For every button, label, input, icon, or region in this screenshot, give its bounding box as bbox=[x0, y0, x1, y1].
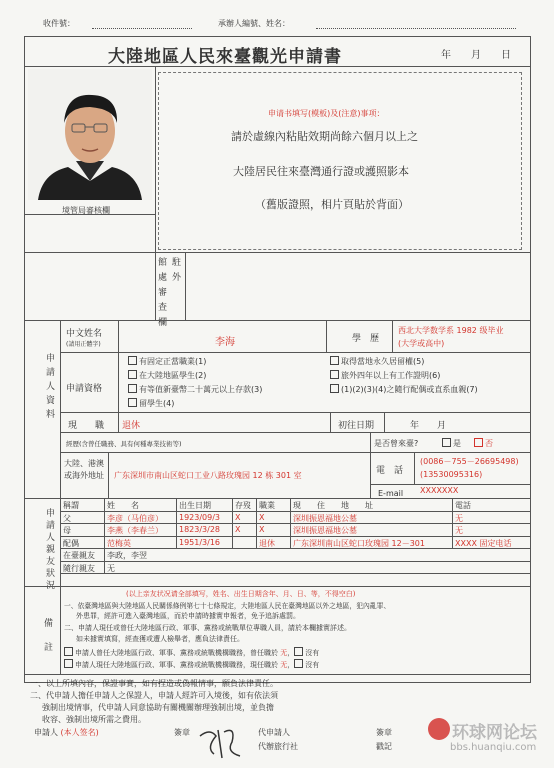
email-label: E-mail bbox=[378, 489, 404, 498]
relatives-header-5: 現 住 地 址 bbox=[293, 501, 373, 510]
education-label: 學 歷 bbox=[352, 334, 380, 344]
review-label: 館處審查欄 bbox=[158, 258, 168, 328]
relatives-cell-0-3: X bbox=[235, 512, 241, 522]
relatives-cell-0-0: 父 bbox=[63, 513, 71, 523]
education-sub: (大学或高中) bbox=[398, 339, 445, 348]
relatives-cell-2-1: 范梅英 bbox=[107, 538, 131, 548]
watermark-url: bbs.huanqiu.com bbox=[450, 742, 537, 753]
qualification-item-4[interactable]: 留學生(4) bbox=[128, 398, 174, 409]
notes-line-2b: 如未據實填寫，經查獲或遭人檢舉者，應負法律責任。 bbox=[76, 635, 244, 643]
relatives-cell-2-6: XXXX 固定电话 bbox=[455, 538, 512, 548]
agency-label: 代辦旅行社 bbox=[258, 742, 298, 751]
taiwan-relatives-label: 在臺親友 bbox=[63, 551, 95, 560]
notes-line-1: 一、依臺灣地區與大陸地區人民關係條例第七十七條規定，大陸地區人民在臺灣地區以外之地區，犯內亂罪、 bbox=[64, 602, 391, 610]
relatives-header-0: 稱謂 bbox=[63, 501, 79, 510]
applicant-officer-label: 承辦人編號、姓名： bbox=[218, 19, 290, 28]
address-value: 广东深圳市南山区蛇口工业八路玫瑰园 12 栋 301 室 bbox=[114, 471, 302, 480]
visited-no[interactable]: 否 bbox=[474, 438, 493, 449]
case-number-label: 收件號： bbox=[43, 19, 75, 28]
qualification-item-3[interactable]: 有等值新臺幣二十萬元以上存款(3) bbox=[128, 384, 262, 395]
email-value: XXXXXXX bbox=[420, 486, 459, 495]
relatives-cell-1-5: 深圳振恩福地公墓 bbox=[293, 526, 357, 535]
name-sub-label: (請用正體字) bbox=[66, 341, 101, 348]
applicant-photo bbox=[28, 69, 152, 200]
review-label-2: 駐外 bbox=[172, 258, 182, 283]
footer-line-3: 強制出境情事，代申請人同意協助有關機關辦理強制出境，並負擔 bbox=[42, 703, 274, 712]
relatives-table bbox=[60, 498, 530, 586]
education-value: 西北大学数学系 1982 级毕业 bbox=[398, 326, 504, 335]
photo-caption: 境管局審核欄 bbox=[62, 206, 110, 215]
pass-copy-area bbox=[158, 72, 522, 250]
relatives-cell-1-2: 1823/3/28 bbox=[179, 525, 221, 534]
relatives-cell-2-4: 退休 bbox=[259, 538, 275, 548]
job-value: 退休 bbox=[122, 421, 141, 431]
phone-1: (0086－755－26695498) bbox=[420, 457, 519, 466]
notes-line-2: 二、申請人現任或曾任大陸地區行政、軍事、黨務或統戰單位專職人員，請於本欄據實詳述。 bbox=[64, 624, 351, 632]
trip-date-label: 初往日期 bbox=[338, 421, 375, 431]
relatives-cell-1-0: 母 bbox=[63, 526, 71, 535]
seal-label: 簽章 bbox=[174, 728, 190, 737]
relatives-cell-0-2: 1923/09/3 bbox=[179, 512, 221, 522]
name-label: 中文姓名 bbox=[66, 329, 103, 339]
form-title: 大陸地區人民來臺觀光申請書 bbox=[108, 47, 342, 67]
footer-line-4: 收容、強制出境所需之費用。 bbox=[42, 715, 146, 724]
notes-section-label: 備註 bbox=[44, 619, 54, 653]
relatives-header-1: 姓 名 bbox=[107, 501, 139, 510]
taiwan-relatives-value: 李政，李翌 bbox=[107, 551, 147, 560]
stamp-label: 戳記 bbox=[376, 742, 392, 751]
relatives-cell-0-4: X bbox=[259, 512, 265, 522]
notes-line-1b: 外患罪，經許可進入臺灣地區，而於申請時據實申報者，免予追訴處罰。 bbox=[76, 612, 300, 620]
handwritten-signature bbox=[196, 722, 246, 766]
name-value: 李海 bbox=[215, 337, 235, 348]
relatives-cell-2-5: 广东深圳南山区蛇口玫瑰园 12－301 bbox=[293, 538, 425, 548]
qualification-label: 申請資格 bbox=[66, 384, 103, 394]
address-label: 大陸、港澳或海外地址 bbox=[64, 459, 104, 480]
relatives-cell-1-4: X bbox=[259, 525, 265, 534]
qualification-item-7[interactable]: (1)(2)(3)(4)之隨行配偶或直系血親(7) bbox=[330, 384, 478, 395]
watermark-logo-icon bbox=[428, 718, 450, 740]
footer-line-1: 一、以上所填內容，保證事實，如有捏造或偽報情事，願負法律責任。 bbox=[30, 679, 278, 688]
relatives-cell-1-1: 李燕（李春兰） bbox=[107, 526, 163, 535]
accompanying-value: 无 bbox=[107, 563, 115, 573]
visited-label: 是否曾來臺? bbox=[374, 439, 419, 448]
qualification-item-5[interactable]: 取得當地永久居留權(5) bbox=[330, 356, 424, 367]
trip-date-value: 年 月 bbox=[410, 421, 447, 431]
relatives-cell-2-2: 1951/3/16 bbox=[179, 537, 221, 547]
accompanying-label: 隨行親友 bbox=[63, 563, 95, 573]
relatives-header-2: 出生日期 bbox=[179, 501, 211, 510]
qualification-item-2[interactable]: 在大陸地區學生(2) bbox=[128, 370, 206, 381]
instructions-line-1: 請於虛線內粘貼效期尚餘六個月以上之 bbox=[231, 130, 418, 143]
relatives-section-label: 申請人親友狀況 bbox=[46, 509, 56, 591]
footer-line-2: 二、代申請人擔任申請人之保證人，申請人經許可入境後，如有依法須 bbox=[30, 691, 278, 700]
relatives-header-3: 存歿 bbox=[235, 501, 251, 510]
notes-line-4: 申請人現任大陸地區行政、軍事、黨務或統戰機構職務，現任職於 无， 沒有 bbox=[64, 659, 319, 670]
relatives-cell-0-1: 李彦（马伯彦） bbox=[107, 513, 163, 523]
qualification-item-1[interactable]: 有固定正當職業(1) bbox=[128, 356, 206, 367]
relatives-cell-2-0: 配偶 bbox=[63, 538, 79, 548]
experience-label: 經歷(含曾任職務、具有何種專業技術等) bbox=[66, 440, 182, 448]
instructions-line-3: （舊版證照，相片頁貼於背面） bbox=[255, 198, 409, 211]
agent-label: 代申請人 bbox=[258, 728, 290, 737]
relatives-cell-1-3: X bbox=[235, 525, 241, 534]
instructions-heading: 申请书填写(模板)及(注意)事项： bbox=[268, 109, 385, 118]
relatives-header-6: 電話 bbox=[455, 501, 471, 510]
instructions-line-2: 大陸居民往來臺灣通行證或護照影本 bbox=[233, 165, 409, 178]
relatives-cell-0-6: 无 bbox=[455, 513, 463, 523]
notes-red-note: (以上亲友状况请全部填写，姓名、出生日期含年、月、日、等，不得空白) bbox=[126, 590, 356, 598]
relatives-cell-1-6: 无 bbox=[455, 526, 463, 535]
phone-2: (13530095316) bbox=[420, 470, 483, 479]
date-label: 年 月 日 bbox=[441, 50, 511, 61]
signature-label: 申請人 (本人签名) bbox=[34, 728, 99, 737]
watermark-brand: 环球网论坛 bbox=[452, 723, 537, 743]
relatives-cell-0-5: 深圳振恩福地公墓 bbox=[293, 513, 357, 523]
qualification-item-6[interactable]: 旅外四年以上有工作證明(6) bbox=[330, 370, 440, 381]
phone-label: 電 話 bbox=[376, 466, 404, 476]
visited-yes[interactable]: 是 bbox=[442, 438, 461, 449]
agent-seal-label: 簽章 bbox=[376, 728, 392, 737]
applicant-section-label: 申請人資料 bbox=[46, 354, 56, 420]
relatives-header-4: 職業 bbox=[259, 501, 275, 510]
job-label: 現 職 bbox=[68, 421, 105, 431]
notes-line-3: 申請人曾任大陸地區行政、軍事、黨務或統戰機構職務，曾任職於 无， 沒有 bbox=[64, 647, 319, 658]
